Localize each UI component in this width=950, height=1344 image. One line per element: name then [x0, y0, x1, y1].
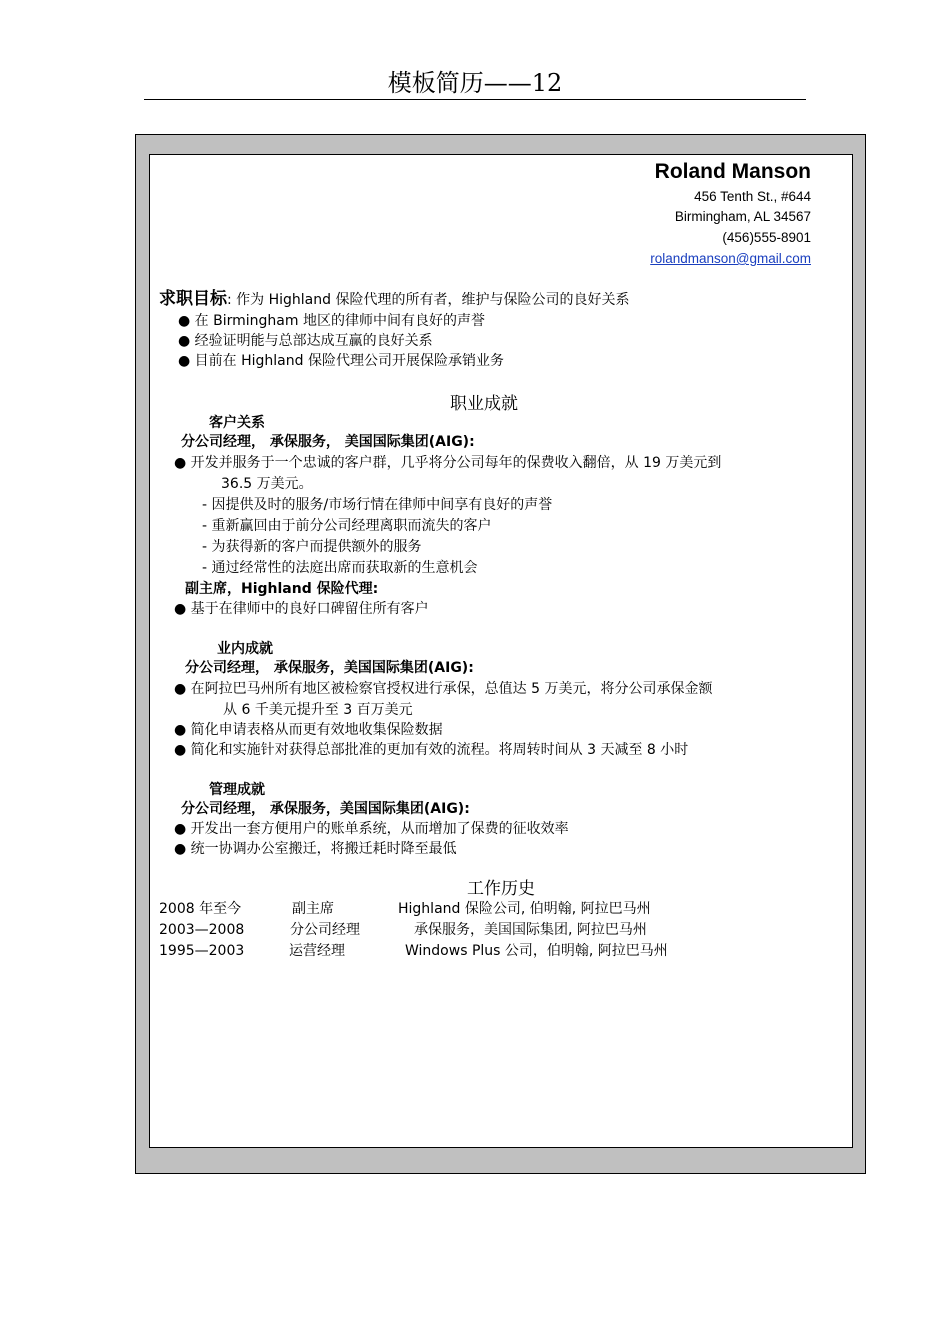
document-title: 模板简历——12	[387, 69, 563, 97]
title-underline	[144, 99, 806, 100]
objective-text: : 作为 Highland 保险代理的所有者，维护与保险公司的良好关系	[227, 292, 630, 308]
work-history-heading: 工作历史	[467, 879, 535, 899]
management-bullet: ● 开发出一套方便用户的账单系统，从而增加了保费的征收效率	[174, 821, 569, 837]
history-company: 承保服务，美国国际集团, 阿拉巴马州	[414, 922, 647, 938]
history-company: Windows Plus 公司，伯明翰, 阿拉巴马州	[405, 943, 668, 959]
objective-bullet: ● 在 Birmingham 地区的律师中间有良好的声誉	[178, 313, 485, 329]
management-bullet: ● 统一协调办公室搬迁，将搬迁耗时降至最低	[174, 841, 457, 857]
history-period: 2008 年至今	[159, 901, 242, 917]
objective-label: 求职目标	[159, 289, 227, 309]
candidate-name: Roland Manson	[654, 160, 811, 183]
history-title: 副主席	[292, 901, 334, 917]
client-role: 分公司经理， 承保服务， 美国国际集团(AIG):	[181, 434, 475, 450]
management-role: 分公司经理， 承保服务，美国国际集团(AIG):	[181, 801, 470, 817]
client-bullet: ● 基于在律师中的良好口碑留住所有客户	[174, 601, 429, 617]
objective-line	[159, 289, 629, 310]
history-period: 1995—2003	[159, 943, 245, 959]
email-link[interactable]: rolandmanson@gmail.com	[650, 251, 811, 266]
client-role-2: 副主席，Highland 保险代理:	[185, 581, 379, 597]
achievements-heading: 职业成就	[450, 394, 518, 414]
address-line-1: 456 Tenth St., #644	[694, 189, 811, 204]
client-sub-item: - 为获得新的客户而提供额外的服务	[202, 539, 422, 555]
industry-bullet: ● 在阿拉巴马州所有地区被检察官授权进行承保，总值达 5 万美元，将分公司承保金额	[174, 681, 713, 697]
client-sub-item: - 因提供及时的服务/市场行情在律师中间享有良好的声誉	[202, 497, 553, 513]
industry-bullet: ● 简化申请表格从而更有效地收集保险数据	[174, 722, 443, 738]
objective-bullet: ● 经验证明能与总部达成互赢的良好关系	[178, 333, 433, 349]
phone-number: (456)555-8901	[722, 230, 811, 245]
industry-role: 分公司经理， 承保服务，美国国际集团(AIG):	[185, 660, 474, 676]
client-relations-title: 客户关系	[209, 415, 265, 431]
client-bullet: ● 开发并服务于一个忠诚的客户群，几乎将分公司每年的保费收入翻倍，从 19 万美元到	[174, 455, 722, 471]
objective-bullet: ● 目前在 Highland 保险代理公司开展保险承销业务	[178, 353, 504, 369]
client-sub-item: - 通过经常性的法庭出席而获取新的生意机会	[202, 560, 478, 576]
history-title: 运营经理	[289, 943, 345, 959]
client-sub-item: - 重新赢回由于前分公司经理离职而流失的客户	[202, 518, 492, 534]
management-title: 管理成就	[209, 782, 265, 798]
history-period: 2003—2008	[159, 922, 245, 938]
industry-bullet-cont: 从 6 千美元提升至 3 百万美元	[223, 702, 413, 718]
history-title: 分公司经理	[290, 922, 360, 938]
history-company: Highland 保险公司, 伯明翰, 阿拉巴马州	[398, 901, 651, 917]
address-line-2: Birmingham, AL 34567	[674, 209, 811, 224]
industry-title: 业内成就	[217, 641, 273, 657]
industry-bullet: ● 简化和实施针对获得总部批准的更加有效的流程。将周转时间从 3 天减至 8 小时	[174, 742, 689, 758]
client-bullet-cont: 36.5 万美元。	[221, 476, 313, 492]
